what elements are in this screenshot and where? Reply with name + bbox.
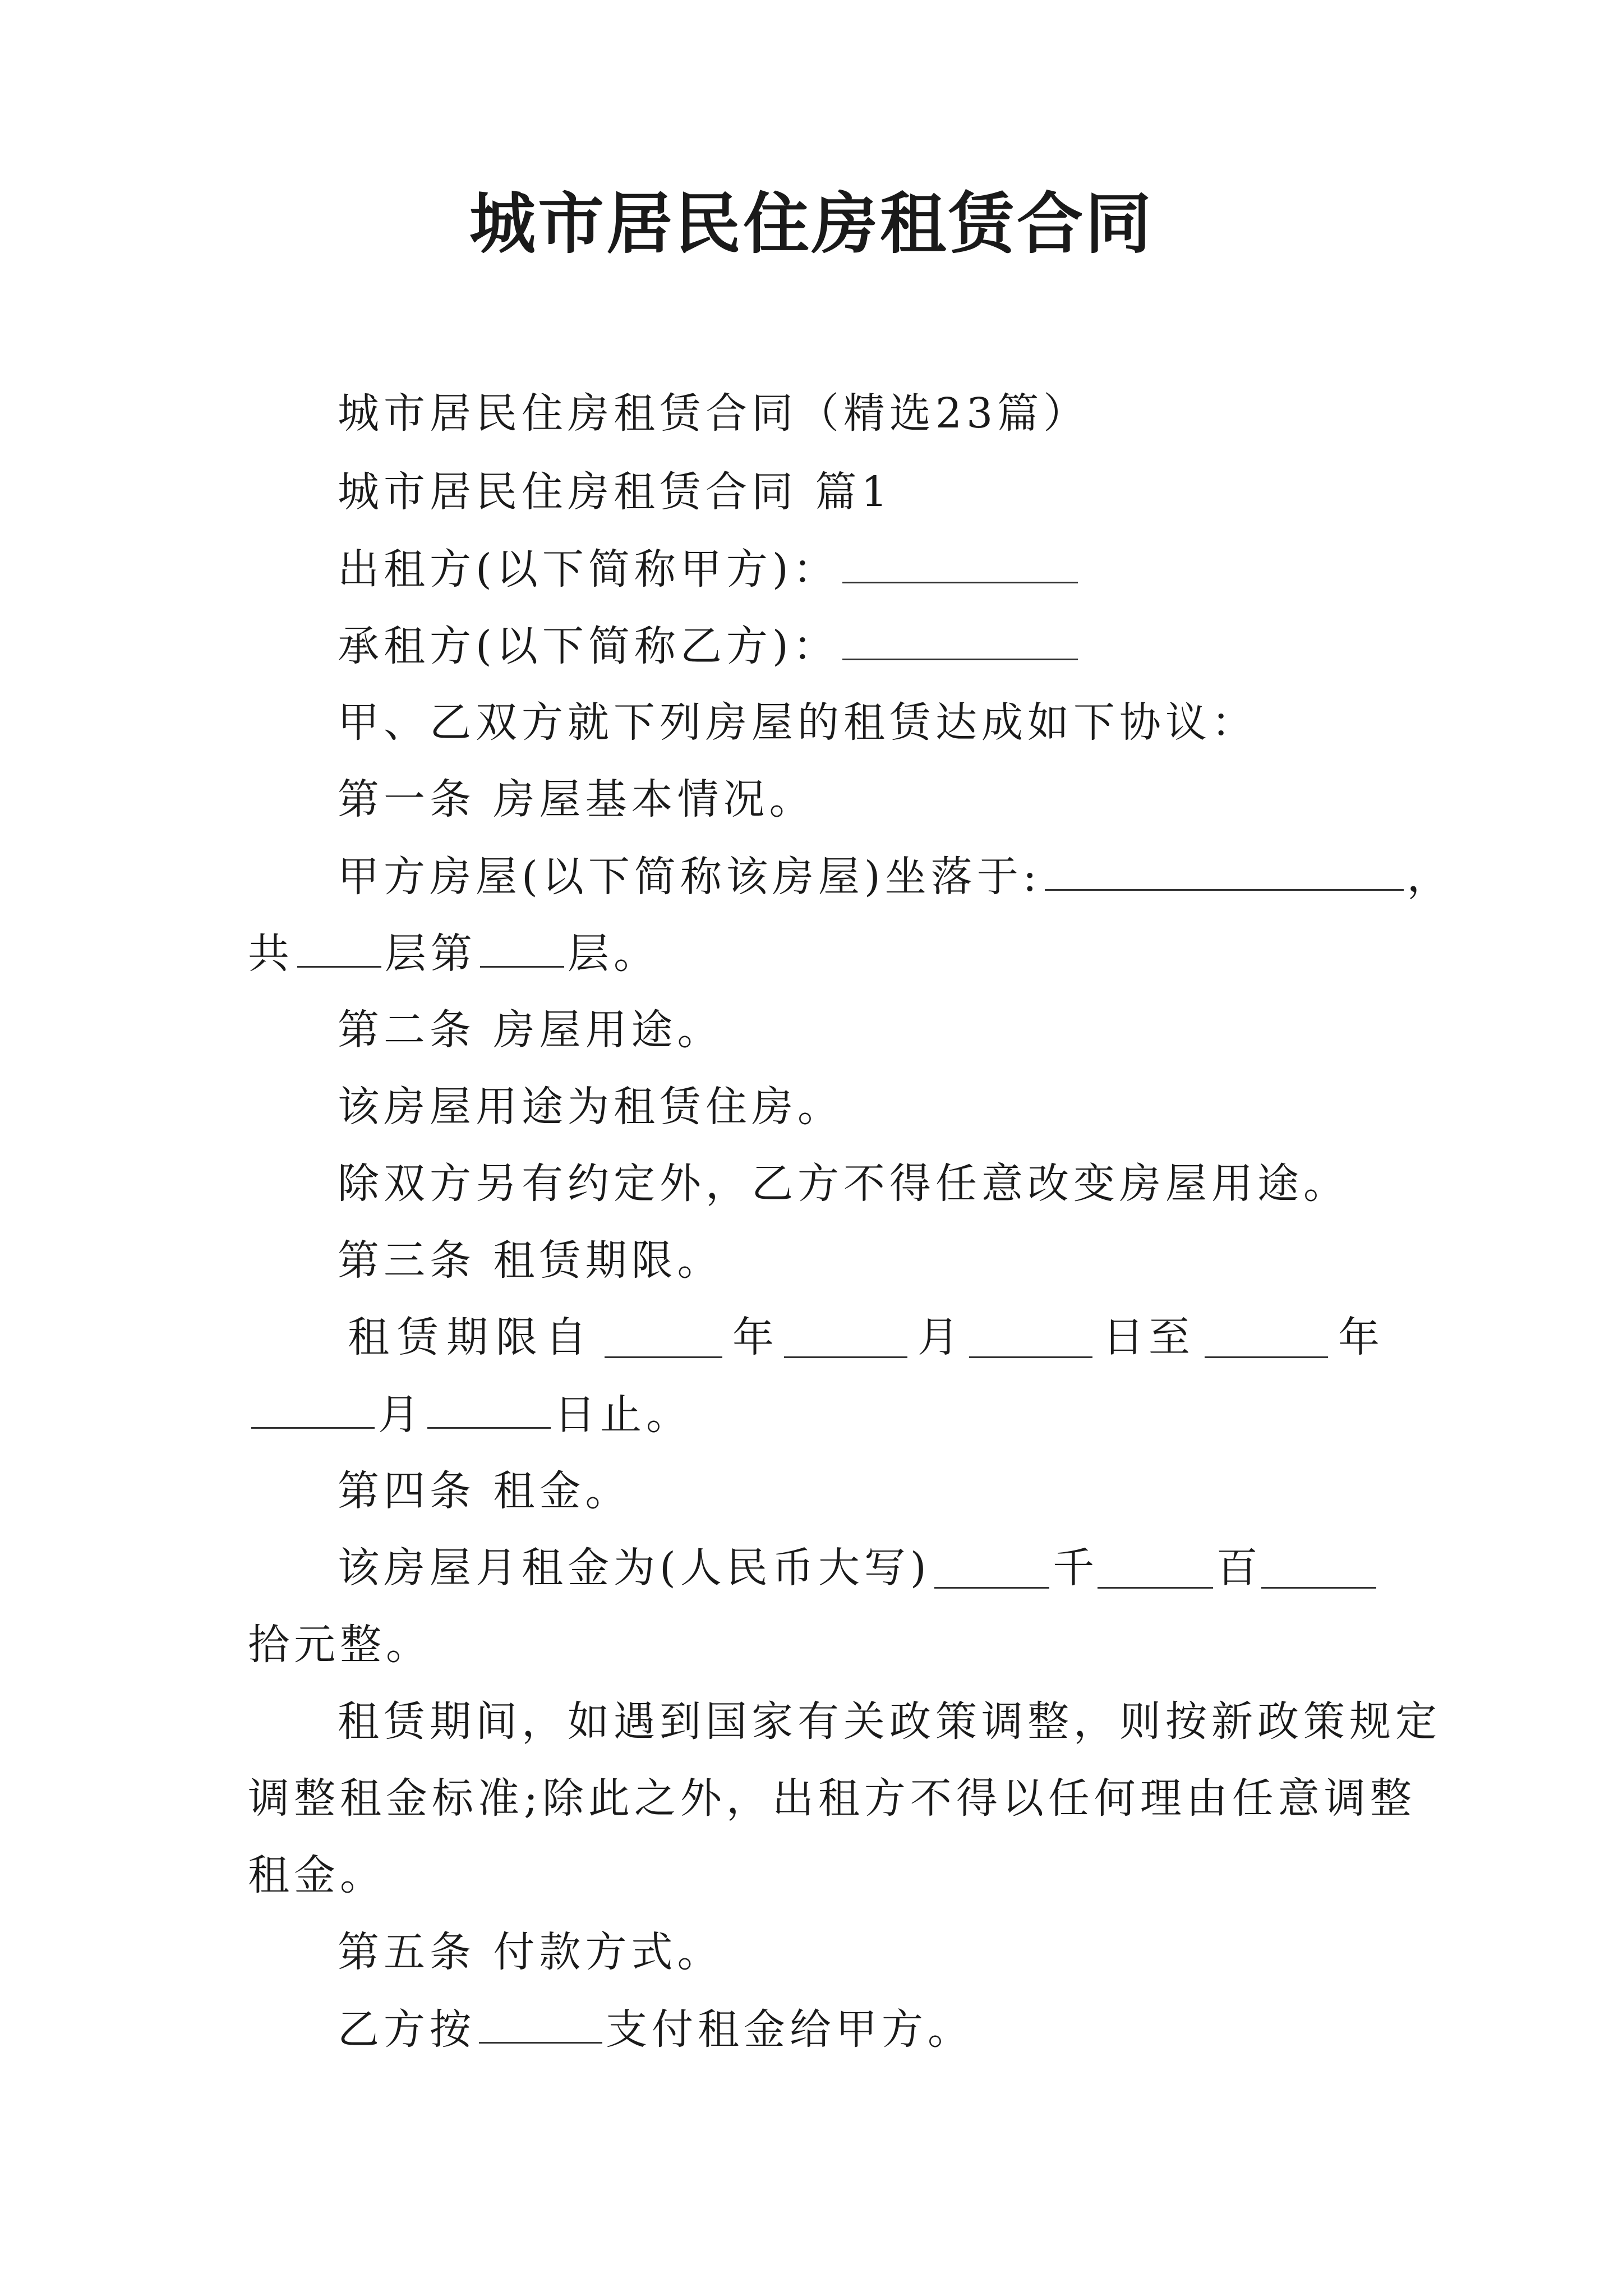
end-day-blank[interactable]: [427, 1393, 551, 1429]
pay-suffix: 支付租金给甲方。: [606, 2005, 974, 2054]
lessee-line: [338, 622, 1081, 670]
start-month-blank[interactable]: [784, 1323, 907, 1358]
rent-label: 该房屋月租金为(人民币大写): [338, 1544, 931, 1592]
floor-end-label: 层。: [568, 930, 660, 978]
lessee-label: 承租方(以下简称乙方)：: [338, 622, 839, 670]
term-start-label: 租赁期限自: [348, 1313, 594, 1361]
thousand-label: 千: [1053, 1544, 1095, 1592]
article-1-location-line: [338, 853, 1453, 901]
location-label: 甲方房屋(以下简称该房屋)坐落于:: [338, 853, 1041, 901]
article-2-use: 该房屋用途为租赁住房。: [338, 1083, 843, 1131]
lessor-label: 出租方(以下简称甲方)：: [338, 545, 839, 593]
location-comma: ，: [1407, 853, 1453, 901]
article-2-restriction: 除双方另有约定外，乙方不得任意改变房屋用途。: [338, 1159, 1349, 1208]
rent-thousand-blank[interactable]: [934, 1553, 1049, 1589]
section-heading: 城市居民住房租赁合同 篇1: [338, 468, 892, 516]
year-label-1: 年: [732, 1313, 774, 1361]
article-1-heading: 第一条 房屋基本情况。: [338, 775, 815, 823]
article-2-heading: 第二条 房屋用途。: [338, 1006, 723, 1054]
article-4-rent-end: 拾元整。: [248, 1621, 432, 1669]
floor-number-blank[interactable]: [480, 932, 564, 968]
end-year-blank[interactable]: [1205, 1323, 1328, 1358]
lessee-blank[interactable]: [842, 625, 1078, 660]
month-label-1: 月: [917, 1313, 959, 1361]
lessor-blank[interactable]: [842, 548, 1078, 583]
location-blank[interactable]: [1045, 855, 1404, 891]
article-5-heading: 第五条 付款方式。: [338, 1928, 723, 1976]
article-4-adjust-line-2: 调整租金标准;除此之外，出租方不得以任何理由任意调整: [248, 1774, 1416, 1823]
document-title: 城市居民住房租赁合同: [469, 185, 1154, 263]
start-day-blank[interactable]: [969, 1323, 1092, 1358]
day-to-label: 日至: [1103, 1313, 1195, 1361]
article-4-heading: 第四条 租金。: [338, 1467, 631, 1515]
article-3-term-line: [348, 1313, 1380, 1361]
end-month-blank[interactable]: [251, 1393, 375, 1429]
floor-label: 层第: [385, 930, 477, 978]
subtitle: 城市居民住房租赁合同（精选23篇）: [338, 389, 1090, 438]
hundred-label: 百: [1216, 1544, 1258, 1592]
rent-hundred-blank[interactable]: [1098, 1553, 1212, 1589]
lessor-line: [338, 545, 1081, 593]
article-4-adjust-line-1: 租赁期间，如遇到国家有关政策调整，则按新政策规定: [338, 1697, 1441, 1746]
start-year-blank[interactable]: [605, 1323, 722, 1358]
article-4-rent-line: [338, 1544, 1380, 1592]
month-label-2: 月: [378, 1391, 424, 1439]
payment-method-blank[interactable]: [479, 2008, 602, 2044]
rent-ten-blank[interactable]: [1261, 1553, 1376, 1589]
day-end-label: 日止。: [554, 1391, 692, 1439]
pay-prefix: 乙方按: [338, 2005, 476, 2054]
total-label: 共: [248, 930, 294, 978]
article-4-adjust-line-3: 租金。: [248, 1851, 386, 1899]
article-1-floors-line: [248, 930, 660, 978]
total-floors-blank[interactable]: [297, 932, 381, 968]
article-3-term-end-line: [248, 1391, 692, 1439]
article-5-payment-line: [338, 2005, 974, 2054]
agreement-intro: 甲、乙双方就下列房屋的租赁达成如下协议：: [338, 698, 1257, 747]
year-label-2: 年: [1338, 1313, 1380, 1361]
article-3-heading: 第三条 租赁期限。: [338, 1236, 723, 1285]
